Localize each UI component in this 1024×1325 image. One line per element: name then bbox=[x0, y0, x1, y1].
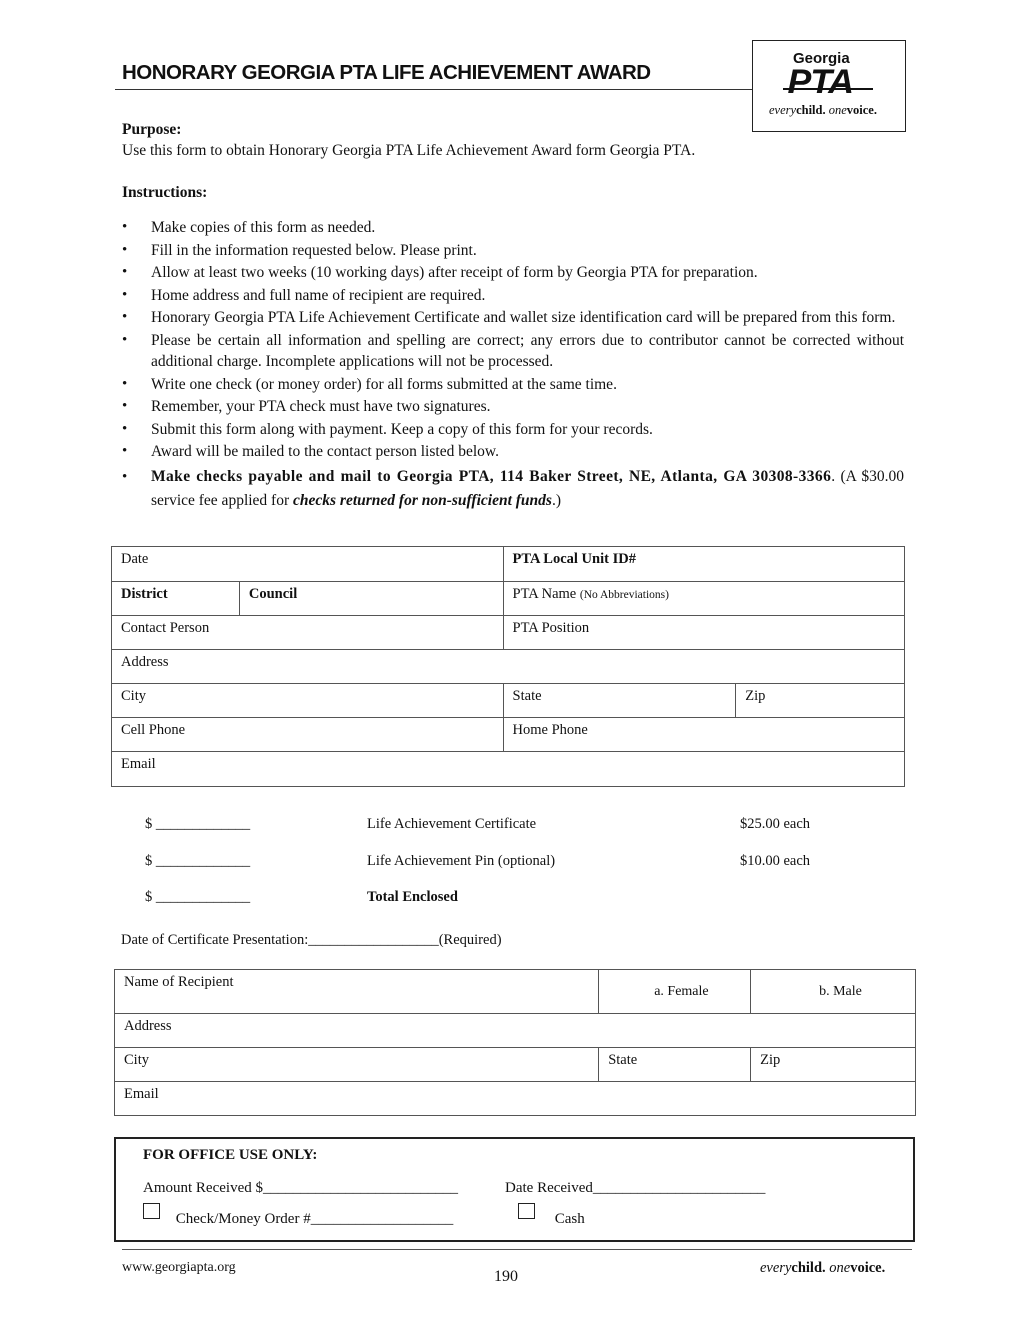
contact-info-table bbox=[111, 546, 905, 787]
list-item: • Please be certain all information and spelling are correct; any errors due to contributor cannot be corrected without additional charge. Incomplete applications will not be processed. bbox=[122, 330, 904, 373]
recipient-address-field[interactable]: Address bbox=[115, 1014, 916, 1048]
footer-divider bbox=[122, 1249, 912, 1250]
fee-label-total: Total Enclosed bbox=[367, 889, 458, 905]
cell-phone-field[interactable]: Cell Phone bbox=[112, 718, 504, 752]
instructions-list bbox=[122, 217, 904, 514]
address-field[interactable]: Address bbox=[112, 650, 905, 684]
presentation-date-field[interactable]: Date of Certificate Presentation:__________________(Required) bbox=[121, 932, 502, 948]
pta-position-field[interactable]: PTA Position bbox=[503, 616, 904, 650]
office-heading: FOR OFFICE USE ONLY: bbox=[143, 1147, 318, 1163]
check-checkbox[interactable] bbox=[143, 1203, 160, 1219]
recipient-name-field[interactable]: Name of Recipient bbox=[115, 970, 599, 1014]
list-item: • Allow at least two weeks (10 working days) after receipt of form by Georgia PTA for preparation. bbox=[122, 262, 904, 284]
fee-amount-total[interactable]: $ _____________ bbox=[145, 889, 251, 905]
state-field[interactable]: State bbox=[503, 684, 736, 718]
list-item: • Submit this form along with payment. Keep a copy of this form for your records. bbox=[122, 419, 904, 441]
pta-name-field[interactable]: PTA Name (No Abbreviations) bbox=[503, 582, 904, 616]
cash-checkbox[interactable] bbox=[518, 1203, 535, 1219]
fee-amount-certificate[interactable]: $ _____________ bbox=[145, 816, 251, 832]
logo-underline bbox=[783, 88, 873, 90]
logo-pta-text: PTA bbox=[787, 63, 854, 101]
fee-price-pin: $10.00 each bbox=[740, 853, 811, 869]
recipient-state-field[interactable]: State bbox=[599, 1048, 751, 1082]
footer-tagline: everychild. onevoice. bbox=[760, 1260, 886, 1276]
logo-tagline: everychild. onevoice. bbox=[769, 103, 877, 117]
page-number: 190 bbox=[494, 1268, 518, 1285]
purpose-heading: Purpose: bbox=[122, 121, 182, 138]
recipient-zip-field[interactable]: Zip bbox=[751, 1048, 916, 1082]
list-item: • Fill in the information requested below. Please print. bbox=[122, 240, 904, 262]
cash-label: Cash bbox=[554, 1211, 585, 1227]
list-item: • Honorary Georgia PTA Life Achievement Certificate and wallet size identification card will be prepared from this form. bbox=[122, 307, 904, 329]
check-option[interactable] bbox=[143, 1203, 454, 1227]
list-item-mailing: • Make checks payable and mail to Georgia PTA, 114 Baker Street, NE, Atlanta, GA 30308-3366. (A $30.00 service fee applied for checks returned for non-sufficient funds.) bbox=[122, 465, 904, 513]
fee-price-certificate: $25.00 each bbox=[740, 816, 811, 832]
instructions-heading: Instructions: bbox=[122, 184, 208, 201]
date-field[interactable]: Date bbox=[112, 547, 504, 582]
city-field[interactable]: City bbox=[112, 684, 504, 718]
fee-label-pin: Life Achievement Pin (optional) bbox=[367, 853, 556, 869]
list-item: • Home address and full name of recipient are required. bbox=[122, 285, 904, 307]
email-field[interactable]: Email bbox=[112, 752, 905, 787]
recipient-table bbox=[114, 969, 916, 1116]
footer-url: www.georgiapta.org bbox=[122, 1260, 236, 1275]
fee-label-certificate: Life Achievement Certificate bbox=[367, 816, 537, 832]
male-option[interactable]: b. Male bbox=[751, 970, 916, 1014]
page-title: HONORARY GEORGIA PTA LIFE ACHIEVEMENT AWARD bbox=[122, 61, 651, 84]
female-option[interactable]: a. Female bbox=[599, 970, 751, 1014]
recipient-email-field[interactable]: Email bbox=[115, 1082, 916, 1116]
list-item: • Write one check (or money order) for all forms submitted at the same time. bbox=[122, 374, 904, 396]
office-use-box bbox=[114, 1137, 915, 1242]
date-received-field[interactable]: Date Received_______________________ bbox=[505, 1180, 766, 1196]
council-field[interactable]: Council bbox=[239, 582, 503, 616]
check-label: Check/Money Order #___________________ bbox=[175, 1211, 454, 1227]
home-phone-field[interactable]: Home Phone bbox=[503, 718, 904, 752]
list-item: • Award will be mailed to the contact person listed below. bbox=[122, 441, 904, 463]
georgia-pta-logo bbox=[752, 40, 906, 132]
district-field[interactable]: District bbox=[112, 582, 240, 616]
amount-received-field[interactable]: Amount Received $__________________________ bbox=[143, 1180, 458, 1196]
purpose-text: Use this form to obtain Honorary Georgia PTA Life Achievement Award form Georgia PTA. bbox=[122, 142, 696, 159]
contact-person-field[interactable]: Contact Person bbox=[112, 616, 504, 650]
local-unit-id-field[interactable]: PTA Local Unit ID# bbox=[503, 547, 904, 582]
title-divider bbox=[115, 89, 752, 90]
fee-amount-pin[interactable]: $ _____________ bbox=[145, 853, 251, 869]
logo-georgia-text: Georgia bbox=[793, 50, 850, 67]
cash-option[interactable] bbox=[518, 1203, 585, 1227]
list-item: • Make copies of this form as needed. bbox=[122, 217, 904, 239]
list-item: • Remember, your PTA check must have two signatures. bbox=[122, 396, 904, 418]
recipient-city-field[interactable]: City bbox=[115, 1048, 599, 1082]
zip-field[interactable]: Zip bbox=[736, 684, 905, 718]
